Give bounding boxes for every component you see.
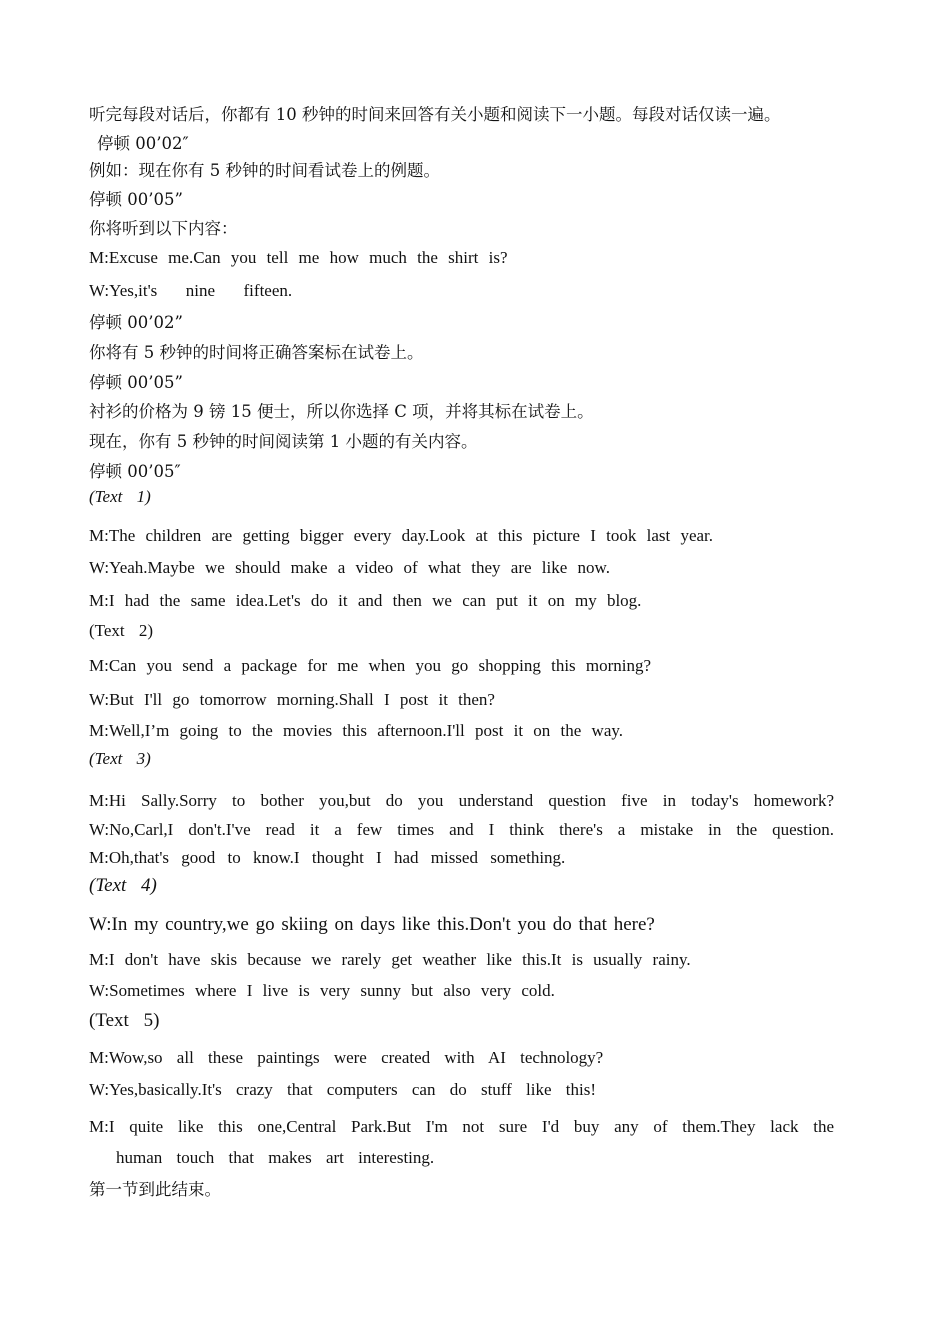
pause-marker: 停顿 00’02″	[97, 134, 189, 153]
dialogue-line: M:The children are getting bigger every day.Look at this picture I took last year.	[89, 526, 714, 545]
dialogue-line: W:Yes,basically.It's crazy that computers can do stuff like this!	[89, 1080, 597, 1099]
instruction-line: 你将听到以下内容：	[89, 219, 238, 238]
dialogue-paragraph: M:Hi Sally.Sorry to bother you,but do you understand question five in today's homework? W:No,Carl,I don't.I've read it a few times and I think there's a mistake in the question. M:Oh,that's good to know.I thought I had missed something.	[89, 791, 834, 867]
dialogue-line: W:But I'll go tomorrow morning.Shall I post it then?	[89, 690, 495, 709]
dialogue-line: M:I don't have skis because we rarely get weather like this.It is usually rainy.	[89, 950, 691, 969]
dialogue-line: W:Sometimes where I live is very sunny but also very cold.	[89, 981, 555, 1000]
text-heading: (Text 1)	[89, 487, 151, 506]
dialogue-line: M:Well,I’m going to the movies this afternoon.I'll post it on the way.	[89, 721, 624, 740]
text-heading: (Text 3)	[89, 749, 151, 768]
closing-line: 第一节到此结束。	[89, 1180, 221, 1199]
explanation-line: 衬衫的价格为 9 镑 15 便士，所以你选择 C 项，并将其标在试卷上。	[89, 402, 594, 421]
dialogue-paragraph: M:I quite like this one,Central Park.But I'm not sure I'd buy any of them.They lack the human touch that makes art interesting.	[89, 1117, 834, 1167]
dialogue-line: W:In my country,we go skiing on days like this.Don't you do that here?	[89, 914, 655, 935]
dialogue-line: M:I had the same idea.Let's do it and then we can put it on my blog.	[89, 591, 642, 610]
example-line: 例如：现在你有 5 秒钟的时间看试卷上的例题。	[89, 161, 440, 180]
pause-marker: 停顿 00’05”	[89, 373, 183, 392]
example-dialogue-line: W:Yes,it's nine fifteen.	[89, 281, 293, 300]
pause-marker: 停顿 00’02”	[89, 313, 183, 332]
text-heading: (Text 5)	[89, 1010, 160, 1031]
dialogue-line: M:Wow,so all these paintings were created with AI technology?	[89, 1048, 604, 1067]
pause-marker: 停顿 00’05”	[89, 190, 183, 209]
instruction-line: 现在，你有 5 秒钟的时间阅读第 1 小题的有关内容。	[89, 432, 478, 451]
text-heading: (Text 2)	[89, 621, 154, 640]
dialogue-line: W:Yeah.Maybe we should make a video of what they are like now.	[89, 558, 610, 577]
text-heading: (Text 4)	[89, 875, 157, 896]
dialogue-line: M:Can you send a package for me when you go shopping this morning?	[89, 656, 652, 675]
pause-marker: 停顿 00’05″	[89, 462, 181, 481]
example-dialogue-line: M:Excuse me.Can you tell me how much the shirt is?	[89, 248, 508, 267]
instruction-line: 听完每段对话后，你都有 10 秒钟的时间来回答有关小题和阅读下一小题。每段对话仅读一遍。	[89, 105, 781, 124]
instruction-line: 你将有 5 秒钟的时间将正确答案标在试卷上。	[89, 343, 424, 362]
